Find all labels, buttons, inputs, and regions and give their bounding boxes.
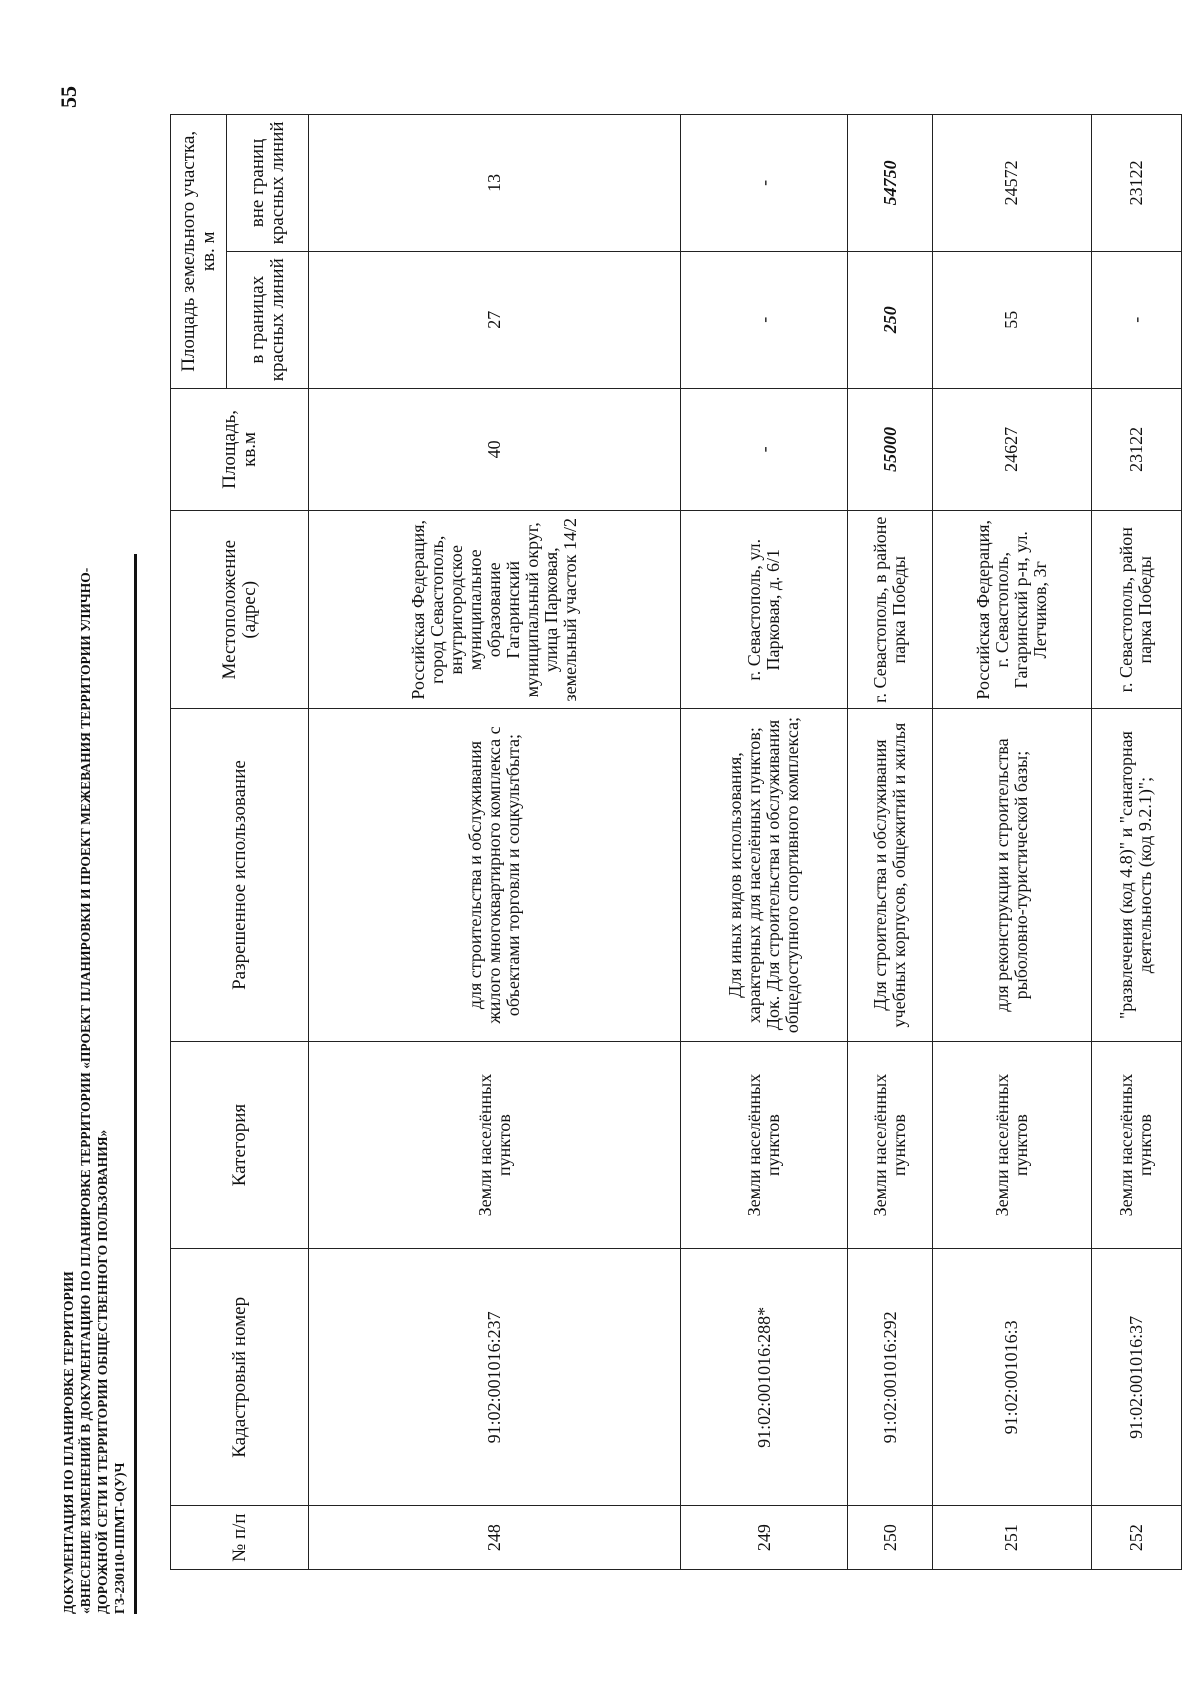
- cell-num: 251: [932, 1506, 1091, 1570]
- cell-cadastral: 91:02:001016:3: [932, 1249, 1091, 1506]
- table-row: [932, 115, 1091, 1570]
- header-line: ГЗ-230110-ППМТ-О(У)Ч: [112, 1462, 127, 1614]
- cell-within: -: [1091, 251, 1181, 388]
- cell-usage: Для иных видов использования, характерных для населённых пунктов; Док. Для строительства и обслуживания общедоступного спортивного комплекса;: [681, 709, 848, 1042]
- cell-cadastral: 91:02:001016:237: [309, 1249, 681, 1506]
- table-row: [848, 115, 933, 1570]
- header-line: ДОРОЖНОЙ СЕТИ И ТЕРРИТОРИИ ОБЩЕСТВЕННОГО ПОЛЬЗОВАНИЯ»: [95, 1129, 110, 1614]
- header-cadastral: Кадастровый номер: [171, 1249, 309, 1506]
- cell-area: 23122: [1091, 388, 1181, 511]
- table-row: [1091, 115, 1181, 1570]
- cell-outside: -: [681, 115, 848, 252]
- cell-within: 250: [848, 251, 933, 388]
- header-line: «ВНЕСЕНИЕ ИЗМЕНЕНИЙ В ДОКУМЕНТАЦИЮ ПО ПЛАНИРОВКЕ ТЕРРИТОРИИ «ПРОЕКТ ПЛАНИРОВКИ И ПРОЕКТ МЕЖЕВАНИЯ ТЕРРИТОРИИ УЛИЧНО-: [78, 567, 93, 1614]
- cell-category: Земли населённых пунктов: [848, 1041, 933, 1249]
- cell-category: Земли населённых пунктов: [681, 1041, 848, 1249]
- header-within-red-lines: в границах красных линий: [227, 251, 309, 388]
- cell-location: Российская Федерация, г. Севастополь, Гагаринский р-н, ул. Летчиков, 3г: [932, 511, 1091, 709]
- cell-num: 248: [309, 1506, 681, 1570]
- cell-area: 40: [309, 388, 681, 511]
- cell-category: Земли населённых пунктов: [1091, 1041, 1181, 1249]
- cell-usage: Для строительства и обслуживания учебных корпусов, общежитий и жилья: [848, 709, 933, 1042]
- cell-location: Российская Федерация, город Севастополь, внутригородское муниципальное образование Гагаринский муниципальный округ, улица Парковая, земельный участок 14/2: [309, 511, 681, 709]
- cell-area: 24627: [932, 388, 1091, 511]
- cell-cadastral: 91:02:001016:288*: [681, 1249, 848, 1506]
- cell-location: г. Севастополь, в районе парка Победы: [848, 511, 933, 709]
- header-line: ДОКУМЕНТАЦИЯ ПО ПЛАНИРОВКЕ ТЕРРИТОРИИ: [61, 1271, 76, 1614]
- header-location: Местоположение (адрес): [171, 511, 309, 709]
- document-header: [60, 514, 128, 1614]
- header-category: Категория: [171, 1041, 309, 1249]
- cell-usage: для реконструкции и строительства рыболовно-туристической базы;: [932, 709, 1091, 1042]
- cell-location: г. Севастополь, ул. Парковая, д. 6/1: [681, 511, 848, 709]
- cell-num: 250: [848, 1506, 933, 1570]
- page-number: 55: [56, 86, 81, 108]
- land-plots-table: [170, 114, 1182, 1570]
- cell-num: 249: [681, 1506, 848, 1570]
- table-row: [309, 115, 681, 1570]
- header-area: Площадь, кв.м: [171, 388, 309, 511]
- cell-cadastral: 91:02:001016:292: [848, 1249, 933, 1506]
- cell-within: 27: [309, 251, 681, 388]
- cell-within: 55: [932, 251, 1091, 388]
- cell-num: 252: [1091, 1506, 1181, 1570]
- cell-location: г. Севастополь, район парка Победы: [1091, 511, 1181, 709]
- cell-cadastral: 91:02:001016:37: [1091, 1249, 1181, 1506]
- header-num: № п/п: [171, 1506, 309, 1570]
- cell-outside: 24572: [932, 115, 1091, 252]
- cell-outside: 23122: [1091, 115, 1181, 252]
- header-plot-area: Площадь земельного участка, кв. м: [171, 115, 227, 389]
- cell-outside: 54750: [848, 115, 933, 252]
- cell-usage: для строительства и обслуживания жилого многоквартирного комплекса с объектами торговли и соцкультбыта;: [309, 709, 681, 1042]
- cell-area: 55000: [848, 388, 933, 511]
- cell-category: Земли населённых пунктов: [309, 1041, 681, 1249]
- header-outside-red-lines: вне границ красных линий: [227, 115, 309, 252]
- header-divider: [134, 554, 137, 1614]
- cell-category: Земли населённых пунктов: [932, 1041, 1091, 1249]
- cell-within: -: [681, 251, 848, 388]
- cell-area: -: [681, 388, 848, 511]
- header-usage: Разрешенное использование: [171, 709, 309, 1042]
- cell-outside: 13: [309, 115, 681, 252]
- cell-usage: "развлечения (код 4.8)" и "санаторная деятельность (код 9.2.1)";: [1091, 709, 1181, 1042]
- table-row: [681, 115, 848, 1570]
